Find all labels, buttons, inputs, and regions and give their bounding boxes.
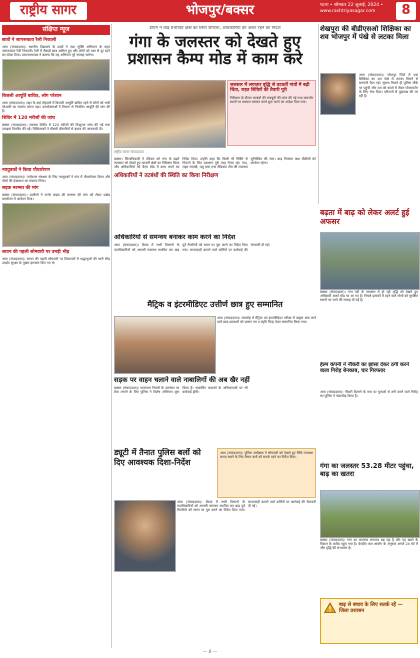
mid-headline: अधिकारियों से समन्वय बनाकर काम करने का निर्देश — [114, 234, 236, 241]
top-right-story-body — [320, 73, 418, 201]
fraud-story-body — [320, 390, 418, 460]
brief-text: आरा (संवाददाता)। स्थानीय विद्यालय के छात्रों ने नशा मुक्ति अभियान के तहत जागरूकता रैली निकाली। रैली में सैकड़ों छात्र शामिल हुए और लोगों को नशा से दूर रहने का संदेश दिया। प्रधानाध्यापक ने बताया कि यह अभियान पूरे सप्ताह चलेगा। — [2, 44, 110, 57]
brief-headline: बिजली आपूर्ति बाधित, लोग परेशान — [2, 94, 62, 100]
brief-item — [2, 168, 110, 183]
lead-text: बक्सर। जिलाधिकारी ने रविवार को गंगा के बढ़ते जलस्तर को देखते हुए तटवर्ती क्षेत्रों का निरीक्षण किया और अधिकारियों को कैम्प मोड में काम करने का निर्देश दिया। उन्होंने कहा कि किसी भी स्थिति से निपटने के लिए प्रशासन पूरी तरह तैयार रहे। नाव, राहत सामग्री, पशु चारा तथा मेडिकल टीम की व्यवस्था सुनिश्चित की जाए। बाढ़ नियंत्रण कक्ष चौबीसों घंटे कार्यरत रहेगा। — [114, 157, 316, 170]
victim-photo — [320, 73, 356, 115]
flood-level-headline: गंगा का जलस्तर 53.28 मीटर पहुंचा, बाढ़ का खतरा — [320, 462, 414, 478]
warning-icon — [324, 602, 336, 614]
lead-caption-box — [227, 80, 316, 146]
students-text: आरा (संवाददाता)। समारोह में मैट्रिक एवं इंटरमीडिएट परीक्षा में उत्कृष्ट अंक लाने वाले छात्र-छात्राओं को प्रमाण पत्र व स्मृति चिन्ह देकर सम्मानित किया गया। — [217, 316, 316, 325]
students-story-header — [114, 300, 316, 314]
brief-headline: नवयुवकों ने किया पौधारोपण — [2, 168, 50, 174]
students-photo — [114, 316, 216, 374]
date-line: पटना • सोमवार 22 जुलाई, 2024 • www.rashtriyasagar.com — [320, 3, 384, 14]
lead-headline: गंगा के जलस्तर को देखते हुए प्रशासन कैम्प मोड में काम करे — [127, 32, 303, 68]
brief-text: आरा (संवाददाता)। शहर के कई मोहल्लों में बिजली आपूर्ति बाधित रहने से लोगों को भारी परेशानी का सामना करना पड़ा। उपभोक्ताओं ने विभाग से नियमित आपूर्ति की मांग की है। — [2, 100, 110, 114]
brief-headline: सड़क मरम्मत की मांग — [2, 186, 39, 192]
news-photo — [2, 133, 110, 165]
flood-alert-body — [320, 290, 418, 358]
brief-item — [2, 250, 110, 265]
top-right-story-header — [320, 25, 418, 71]
flood-alert-headline: बढ़ता में बाढ़ को लेकर अलर्ट हुई अफसर — [320, 208, 410, 226]
fraud-text: आरा (संवाददाता)। नौकरी दिलाने के नाम पर युवाओं से ठगी करने वाले गिरोह का पुलिस ने भंडाफोड़ किया है। — [320, 390, 418, 399]
brief-text: बक्सर (संवाददाता)। स्वास्थ्य शिविर में 120 मरीजों की निःशुल्क जांच की गई तथा दवाइयां वितरित की गईं। चिकित्सकों ने मौसमी बीमारियों से बचाव की जानकारी दी। — [2, 123, 110, 132]
sidebar-headline: अधिकारियों ने तटबंधों की स्थिति का किया निरीक्षण — [114, 172, 219, 179]
brief-headline: छात्रों ने जागरूकता रैली निकाली — [2, 38, 57, 43]
lead-story-body — [114, 148, 316, 232]
top-right-text: आरा (संवाददाता)। भोजपुर जिले में एक शिक्षिका का शव पंखे से लटका मिलने से सनसनी फैल गई। सूचना मिलते ही पुलिस मौके पर पहुंची और शव को कब्जे में लेकर पोस्टमार्टम के लिए भेज दिया। परिजनों से पूछताछ की जा रही है। — [359, 73, 418, 99]
top-right-headline: शेखपुरा की बीडीएसओ शिक्षिका का शव भोजपुर में पंखे से लटका मिला — [320, 25, 411, 42]
mid-text: आरा (संवाददाता)। बैठक में सभी विभागों के पदाधिकारियों को आपसी समन्वय स्थापित कर बाढ़ पूर्व तैयारियों को समय पर पूरा करने का निर्देश दिया गया। लापरवाही बरतने वाले कर्मियों पर कार्रवाई की चेतावनी दी गई। — [114, 243, 270, 252]
mid-story — [114, 234, 316, 296]
brief-item — [2, 186, 110, 201]
brief-text: बक्सर (संवाददाता)। ग्रामीणों ने जर्जर सड़क की मरम्मत की मांग को लेकर प्रखंड कार्यालय में आवेदन दिया। — [2, 193, 110, 202]
brief-text: आरा (संवाददाता)। सावन की पहली सोमवारी पर शिवालयों में श्रद्धालुओं की भारी भीड़ उमड़ी। सुरक्षा के पुख्ता इंतजाम किए गए थे। — [2, 257, 110, 266]
duty-text: आरा (संवाददाता)। पुलिस अधीक्षक ने सोमवारी को देखते हुए विधि व्यवस्था बनाए रखने के लिए तैनात बलों को सतर्क रहने का निर्देश दिया। — [220, 451, 313, 460]
portrait-photo — [114, 500, 176, 572]
column-divider — [111, 24, 112, 648]
fraud-headline: हेल्म कंपनी ने नौकरी का झांसा देकर ठगी करने वाला गिरोह बेनकाब, चार गिरफ्तार — [320, 362, 410, 375]
road-text: बक्सर (संवाददाता)। यातायात नियमों के उल्लंघन पर रोक लगाने के लिए पुलिस ने विशेष अभियान शुरू किया है। नाबालिग चालकों के अभिभावकों पर भी कार्रवाई होगी। — [114, 386, 248, 395]
lead-story-header — [114, 26, 316, 78]
fraud-story-header — [320, 362, 418, 388]
brief-item — [2, 38, 110, 57]
masthead — [0, 0, 420, 22]
duty-extra-text — [177, 500, 316, 645]
students-story-body — [217, 316, 316, 372]
mid-repeat-text: आरा (संवाददाता)। बैठक में सभी विभागों के पदाधिकारियों को आपसी समन्वय स्थापित कर बाढ़ पूर्व तैयारियों को समय पर पूरा करने का निर्देश दिया गया। लापरवाही बरतने वाले कर्मियों पर कार्रवाई की चेतावनी दी गई। — [177, 500, 316, 513]
students-headline: मैट्रिक व इंटरमीडिएट उत्तीर्ण छात्र हुए सम्मानित — [147, 300, 283, 309]
brief-text: आरा (संवाददाता)। पर्यावरण संरक्षण के लिए नवयुवकों ने गांव में पौधारोपण किया और पौधों की देखभाल का संकल्प लिया। — [2, 175, 110, 184]
brief-headline: शिविर में 120 मरीजों की जांच — [2, 116, 55, 122]
flood-photo — [320, 232, 420, 290]
road-story — [114, 376, 316, 446]
left-news-column — [2, 25, 110, 655]
flood-level-body — [320, 538, 418, 594]
notice-box — [320, 598, 418, 644]
flood-level-text: बक्सर (संवाददाता)। गंगा का जलस्तर लगातार बढ़ रहा है और यह खतरे के निशान के करीब पहुंच गया है। केन्द्रीय जल आयोग के अनुसार अगले 24 घंटे में और वृद्धि की संभावना है। — [320, 538, 418, 551]
section-title: भोजपुर/बक्सर — [185, 3, 255, 18]
flood-alert-text: बक्सर (संवाददाता)। गंगा नदी के जलस्तर में हो रही वृद्धि को देखते हुए अधिकारी अलर्ट मोड पर आ गए हैं। निचले इलाकों में रहने वाले लोगों को सुरक्षित स्थानों पर जाने की सलाह दी गई है। — [320, 290, 418, 303]
page-number: 8 — [396, 2, 416, 20]
column-divider — [318, 24, 319, 204]
page-footer: — 8 — — [202, 650, 218, 655]
duty-info-box — [217, 448, 316, 498]
duty-headline-box — [114, 448, 214, 498]
news-photo — [2, 203, 110, 247]
news-photo — [2, 59, 110, 91]
notice-text: बाढ़ से बचाव के लिए सतर्क रहें — जिला प्रशासन — [339, 602, 403, 614]
byline: राष्ट्रीय सागर संवाददाता — [114, 150, 144, 154]
brief-item — [2, 116, 110, 131]
lead-caption: जलस्तर में लगातार वृद्धि से तटवर्ती गांवों में बढ़ी चिंता, राहत शिविरों की तैयारी पूरी — [230, 83, 310, 94]
brief-item — [2, 94, 110, 113]
lead-kicker: डीएम ने बाढ़ प्रभावित क्षेत्रों का लिया जायजा, अधिकारियों को अलर्ट रहने का निर्देश — [149, 26, 281, 31]
newspaper-logo: राष्ट्रीय सागर — [10, 2, 87, 20]
lead-photo — [114, 80, 226, 148]
road-headline: सड़क पर वाहन चलाने वाले नाबालिगों की अब खैर नहीं — [114, 376, 250, 384]
duty-headline: ड्यूटी में तैनात पुलिस बलों को दिए आवश्यक दिशा-निर्देश — [114, 448, 201, 467]
flood-level-header — [320, 462, 418, 488]
brief-headline: सावन की पहली सोमवारी पर उमड़ी भीड़ — [2, 250, 70, 256]
category-label: संक्षिप्त न्यूज — [2, 25, 110, 35]
river-photo — [320, 490, 420, 538]
flood-alert-header — [320, 208, 418, 230]
sidebar-text: निरीक्षण के दौरान तटबंधों की मजबूती की जांच की गई तथा कमजोर स्थलों पर तत्काल मरम्मत कार्य शुरू करने का आदेश दिया गया। — [230, 95, 313, 105]
